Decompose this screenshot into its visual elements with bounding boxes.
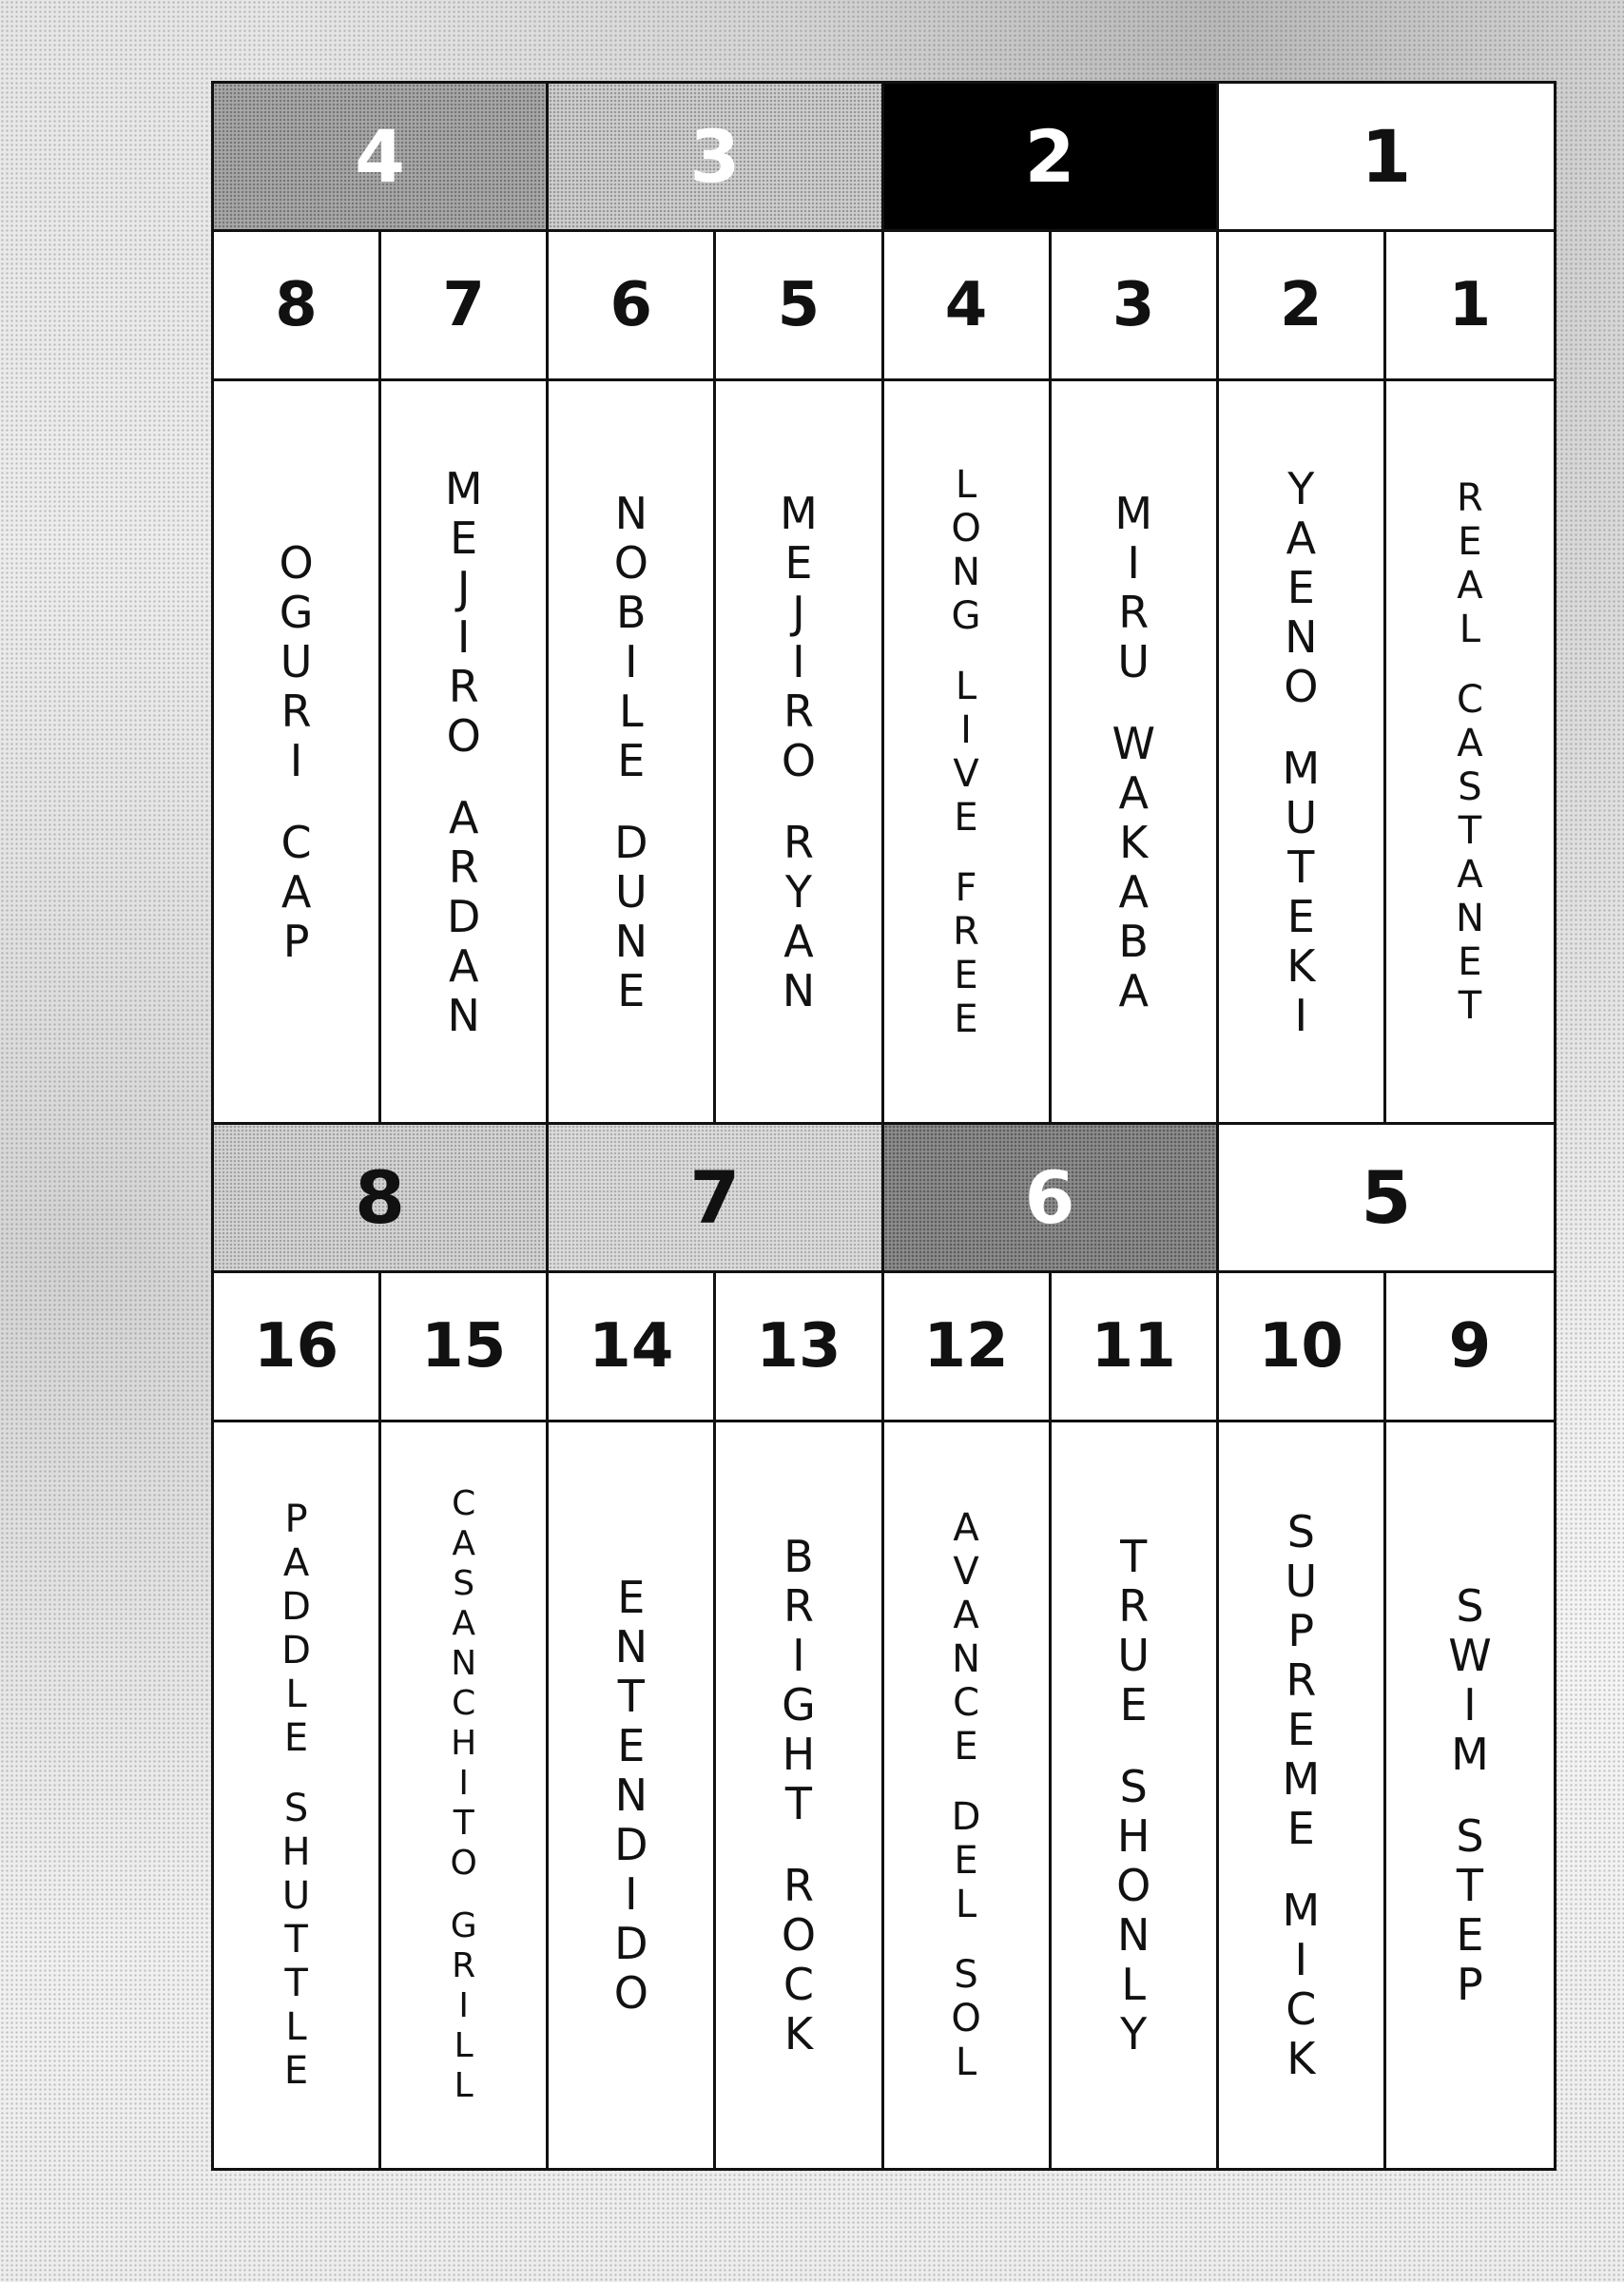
horse-name-letter: K <box>783 2008 814 2060</box>
horse-name-letter: G <box>279 586 314 638</box>
post-position-table <box>211 81 1556 2171</box>
horse-name-letter: S <box>1456 1810 1484 1862</box>
horse-name-letter: N <box>614 1621 648 1673</box>
horse-name-letter: H <box>451 1724 477 1763</box>
horse-name-letter: L <box>618 685 644 737</box>
horse-name-letter: O <box>613 536 648 589</box>
horse-name-letter: I <box>1294 989 1308 1041</box>
horse-name-letter: R <box>1118 586 1150 638</box>
horse-name-letter: U <box>1285 791 1318 843</box>
horse-name-letter: A <box>448 791 479 843</box>
horse-name-letter <box>959 1769 974 1795</box>
horse-name-letter: U <box>1285 1556 1318 1607</box>
horse-name-letter: R <box>783 816 814 868</box>
horse-name-letter: O <box>613 1967 648 2019</box>
horse-name-letter: I <box>625 635 638 687</box>
horse-name-letter: M <box>1282 1753 1321 1805</box>
horse-name-letter: A <box>1457 852 1483 897</box>
horse-name-letter: E <box>617 964 646 1016</box>
horse-name-letter: E <box>283 1716 309 1760</box>
horse-name-letter <box>1294 1853 1308 1886</box>
horse-name-letter: C <box>1456 677 1483 722</box>
horse-name-letter: E <box>1458 519 1482 564</box>
horse-name-letter: I <box>792 1630 805 1681</box>
horse-name <box>614 1573 648 2018</box>
horse-name-letter: E <box>954 795 978 840</box>
horse-name-letter <box>1127 687 1141 719</box>
horse-name-letter: I <box>1294 1934 1308 1985</box>
horse-name-letter: A <box>1118 865 1149 918</box>
horse-name-letter: L <box>454 2066 474 2105</box>
horse-name-letter: O <box>1116 1860 1151 1911</box>
horse-name-letter: D <box>281 1629 311 1673</box>
horse-name-letter: N <box>1285 610 1318 663</box>
horse-name-letter: H <box>782 1729 816 1780</box>
horse-name-letter: S <box>1458 764 1482 809</box>
horse-name-letter: S <box>1456 1580 1484 1632</box>
horse-name-letter: M <box>1114 487 1153 539</box>
horse-name-letter: E <box>1286 890 1315 942</box>
post-number: 12 <box>884 1273 1052 1422</box>
horse-name-cell <box>1386 1422 1554 2168</box>
horse-name-letter: A <box>282 1541 310 1585</box>
horse-name-letter: L <box>955 2040 977 2084</box>
horse-name-letter: B <box>616 586 647 638</box>
horse-name-letter: N <box>952 1637 981 1681</box>
horse-name-letter: S <box>453 1564 475 1603</box>
horse-name-letter: A <box>448 939 479 992</box>
horse-name-letter: D <box>614 1918 648 1969</box>
horse-name-letter: I <box>960 707 972 752</box>
horse-name <box>951 1506 980 2084</box>
horse-name-letter: D <box>614 1819 648 1870</box>
horse-name-letter: C <box>783 1959 814 2010</box>
horse-name-letter: R <box>1118 1580 1150 1632</box>
horse-name-letter: M <box>780 487 818 539</box>
horse-name-letter: U <box>281 1874 311 1918</box>
horse-name-letter: E <box>617 734 646 786</box>
horse-name <box>780 489 818 1015</box>
horse-name-letter <box>1463 651 1478 678</box>
horse-name-letter: N <box>1455 896 1484 940</box>
horse-name-letter: R <box>452 1946 476 1985</box>
horse-name-letter: W <box>1112 717 1155 769</box>
horse-name-letter: E <box>1286 1803 1315 1854</box>
horse-name-letter: R <box>448 841 479 893</box>
horse-name-letter: P <box>282 915 310 967</box>
horse-name-letter: U <box>1117 635 1150 687</box>
horse-name-letter: Y <box>784 865 812 918</box>
horse-name-letter: I <box>792 635 805 687</box>
horse-name-letter: G <box>951 593 981 638</box>
horse-name-letter: S <box>1119 1761 1148 1812</box>
horse-name-letter: C <box>452 1484 476 1523</box>
horse-name-letter: A <box>1118 964 1149 1016</box>
horse-name-letter: R <box>783 1580 814 1632</box>
bracket-1-header: 1 <box>1219 84 1554 232</box>
horse-name-letter <box>959 638 974 665</box>
horse-name-letter: S <box>283 1787 309 1830</box>
horse-name-letter: L <box>1459 607 1481 651</box>
horse-name-letter <box>1463 1779 1478 1811</box>
horse-name-letter: R <box>1457 475 1483 520</box>
horse-name-letter: O <box>450 1844 477 1883</box>
horse-name-letter <box>289 785 303 818</box>
horse-name-letter: C <box>452 1684 476 1723</box>
horse-name-letter: E <box>1286 561 1315 613</box>
horse-name-letter: A <box>1286 512 1317 564</box>
post-number: 15 <box>381 1273 549 1422</box>
horse-name-letter: N <box>614 1770 648 1821</box>
horse-name <box>281 1498 311 2093</box>
horse-name-letter: T <box>1456 1860 1483 1911</box>
horse-name-letter: W <box>1448 1630 1492 1681</box>
horse-name-letter: O <box>446 709 481 762</box>
horse-name-letter: G <box>450 1906 477 1945</box>
horse-name-letter: O <box>781 1909 817 1961</box>
horse-name-letter: D <box>614 816 648 868</box>
bracket-5-header: 5 <box>1219 1125 1554 1273</box>
horse-name-letter: B <box>783 1531 814 1582</box>
horse-name-letter: T <box>453 1804 474 1843</box>
horse-name-letter: U <box>280 635 313 687</box>
horse-name-letter <box>1127 1730 1141 1762</box>
horse-name-letter: R <box>280 685 312 737</box>
horse-name-letter: T <box>284 1918 308 1962</box>
horse-name-letter: R <box>783 685 814 737</box>
horse-name-cell <box>716 381 883 1125</box>
horse-name-letter: M <box>1282 742 1321 794</box>
horse-name-letter: Y <box>1120 2008 1148 2060</box>
horse-name-letter: R <box>1286 1654 1317 1706</box>
horse-name-letter: C <box>280 816 312 868</box>
horse-name-letter: K <box>1119 816 1149 868</box>
horse-name-letter: E <box>954 1839 978 1883</box>
horse-name-letter: O <box>1284 660 1319 712</box>
horse-name-letter: I <box>458 1986 469 2025</box>
post-number: 14 <box>549 1273 716 1422</box>
horse-name-letter <box>456 761 471 793</box>
horse-name-cell <box>549 1422 716 2168</box>
horse-name-letter: M <box>1451 1729 1489 1780</box>
post-number: 9 <box>1386 1273 1554 1422</box>
horse-name-letter: L <box>1121 1959 1146 2010</box>
horse-name <box>1448 1581 1491 2009</box>
horse-name-letter: T <box>1458 808 1482 853</box>
horse-name-letter <box>1294 711 1308 744</box>
horse-name-letter: N <box>614 487 648 539</box>
horse-name-letter: O <box>951 1997 981 2040</box>
bracket-2-header: 2 <box>884 84 1219 232</box>
horse-name-letter: E <box>1286 1704 1315 1755</box>
horse-name-letter: E <box>954 1725 978 1769</box>
horse-name-cell <box>214 1422 381 2168</box>
horse-name-letter: A <box>452 1604 475 1643</box>
horse-name-letter: D <box>281 1585 311 1629</box>
horse-name-cell <box>381 1422 549 2168</box>
horse-name-letter: N <box>952 550 981 594</box>
horse-name-letter: E <box>1458 939 1482 984</box>
horse-name-letter: M <box>1282 1885 1321 1936</box>
horse-name-cell <box>1052 1422 1219 2168</box>
horse-name <box>445 464 483 1040</box>
horse-name-letter: P <box>1287 1605 1315 1656</box>
horse-name-letter <box>959 1926 974 1953</box>
horse-name-letter: R <box>448 660 479 712</box>
horse-name-letter <box>625 785 639 818</box>
post-number: 8 <box>214 232 381 381</box>
horse-name-letter: I <box>456 610 471 663</box>
horse-name-cell <box>381 381 549 1125</box>
horse-name <box>1112 489 1154 1015</box>
horse-name-letter: O <box>951 506 981 551</box>
bracket-4-header: 4 <box>214 84 549 232</box>
horse-name-letter: N <box>614 915 648 967</box>
horse-name <box>1282 1507 1320 2083</box>
horse-name-letter: A <box>1118 766 1149 819</box>
bracket-8-header: 8 <box>214 1125 549 1273</box>
horse-name-letter: U <box>614 865 648 918</box>
horse-name <box>1282 464 1320 1040</box>
horse-name-cell <box>549 381 716 1125</box>
horse-name-letter: D <box>951 1795 981 1839</box>
horse-name-letter: A <box>280 865 312 918</box>
horse-name-letter: K <box>1286 2033 1316 2084</box>
post-number: 5 <box>716 232 883 381</box>
horse-name-cell <box>1052 381 1219 1125</box>
horse-name-cell <box>1219 1422 1386 2168</box>
horse-name-letter: O <box>279 536 314 589</box>
horse-name-letter: U <box>1117 1630 1150 1681</box>
post-number: 6 <box>549 232 716 381</box>
horse-name-letter: E <box>617 1572 646 1623</box>
horse-name-letter: F <box>955 865 977 910</box>
bracket-3-header: 3 <box>549 84 883 232</box>
horse-name-letter: L <box>454 2026 474 2065</box>
horse-name <box>614 489 648 1015</box>
horse-name-letter: O <box>781 734 817 786</box>
horse-name-letter <box>792 1828 806 1861</box>
horse-name <box>1456 476 1484 1028</box>
horse-name-letter: J <box>792 586 805 638</box>
horse-name-letter: N <box>451 1644 477 1683</box>
horse-name-letter: E <box>617 1720 646 1771</box>
horse-name-cell <box>1219 381 1386 1125</box>
horse-name-cell <box>214 381 381 1125</box>
horse-name <box>951 463 980 1041</box>
horse-name-letter: V <box>953 751 979 796</box>
horse-name-letter: P <box>284 1498 308 1541</box>
horse-name-letter: A <box>1457 721 1483 765</box>
horse-name-letter: E <box>450 512 478 564</box>
post-number: 4 <box>884 232 1052 381</box>
horse-name-letter: A <box>1457 563 1483 608</box>
horse-name-letter: N <box>1116 1909 1150 1961</box>
horse-name-letter: A <box>953 1594 979 1637</box>
horse-name-letter: R <box>953 909 979 954</box>
horse-name-letter <box>456 1884 471 1906</box>
horse-name-letter: R <box>783 1860 814 1911</box>
horse-name-letter: L <box>955 664 977 708</box>
horse-name <box>451 1484 477 2106</box>
horse-name-letter: J <box>456 561 471 613</box>
horse-name-letter: G <box>782 1679 816 1731</box>
horse-name-letter: P <box>1457 1959 1483 2010</box>
horse-name-letter: E <box>1456 1909 1484 1961</box>
post-number: 11 <box>1052 1273 1219 1422</box>
horse-name-letter: I <box>1463 1679 1477 1731</box>
post-number: 1 <box>1386 232 1554 381</box>
horse-name-letter: E <box>954 996 978 1041</box>
horse-name-letter: H <box>281 1830 311 1874</box>
horse-name <box>1116 1532 1150 2059</box>
horse-name-letter <box>792 785 806 818</box>
horse-name-letter: A <box>783 915 814 967</box>
horse-name-letter: L <box>285 1673 307 1716</box>
horse-name-letter: N <box>447 989 480 1041</box>
horse-name-letter: E <box>1119 1679 1148 1731</box>
horse-name-cell <box>884 381 1052 1125</box>
post-number: 10 <box>1219 1273 1386 1422</box>
bracket-7-header: 7 <box>549 1125 883 1273</box>
horse-name-letter: T <box>1287 841 1315 893</box>
horse-name-letter: Y <box>1287 462 1315 514</box>
horse-name-letter: N <box>782 964 816 1016</box>
horse-name-letter: K <box>1286 939 1316 992</box>
horse-name-letter: E <box>283 2049 309 2093</box>
post-number: 3 <box>1052 232 1219 381</box>
horse-name-letter: A <box>953 1506 979 1550</box>
horse-name-letter: I <box>458 1764 469 1803</box>
horse-name-letter: T <box>784 1778 812 1829</box>
horse-name-cell <box>716 1422 883 2168</box>
horse-name-letter: T <box>1120 1531 1148 1582</box>
horse-name-letter: D <box>446 890 481 942</box>
horse-name-letter: H <box>1116 1810 1150 1862</box>
horse-name-letter: E <box>954 953 978 997</box>
horse-name-letter: E <box>784 536 813 589</box>
horse-name-letter: C <box>1286 1983 1317 2035</box>
horse-name-cell <box>1386 381 1554 1125</box>
horse-name-letter: L <box>955 1883 977 1926</box>
horse-name-letter: S <box>954 1953 978 1997</box>
horse-name-letter: T <box>284 1962 308 2005</box>
horse-name-letter: M <box>444 462 483 514</box>
horse-name <box>279 538 313 966</box>
horse-name-letter: C <box>953 1681 980 1725</box>
horse-name-cell <box>884 1422 1052 2168</box>
post-number: 7 <box>381 232 549 381</box>
post-number: 16 <box>214 1273 381 1422</box>
bracket-6-header: 6 <box>884 1125 1219 1273</box>
horse-name-letter: I <box>1127 536 1140 589</box>
horse-name-letter: I <box>625 1868 638 1920</box>
post-number: 2 <box>1219 232 1386 381</box>
horse-name-letter: A <box>452 1524 475 1563</box>
horse-name-letter: I <box>289 734 303 786</box>
horse-name-letter: L <box>955 462 977 507</box>
horse-name-letter <box>289 1760 303 1787</box>
horse-name-letter: V <box>953 1550 979 1594</box>
horse-name-letter <box>959 840 974 866</box>
horse-name <box>782 1532 816 2059</box>
horse-name-letter: T <box>1458 983 1482 1028</box>
horse-name-letter: S <box>1286 1506 1315 1557</box>
horse-name-letter: T <box>617 1671 645 1722</box>
post-number: 13 <box>716 1273 883 1422</box>
horse-name-letter: B <box>1118 915 1149 967</box>
horse-name-letter: L <box>285 2005 307 2049</box>
